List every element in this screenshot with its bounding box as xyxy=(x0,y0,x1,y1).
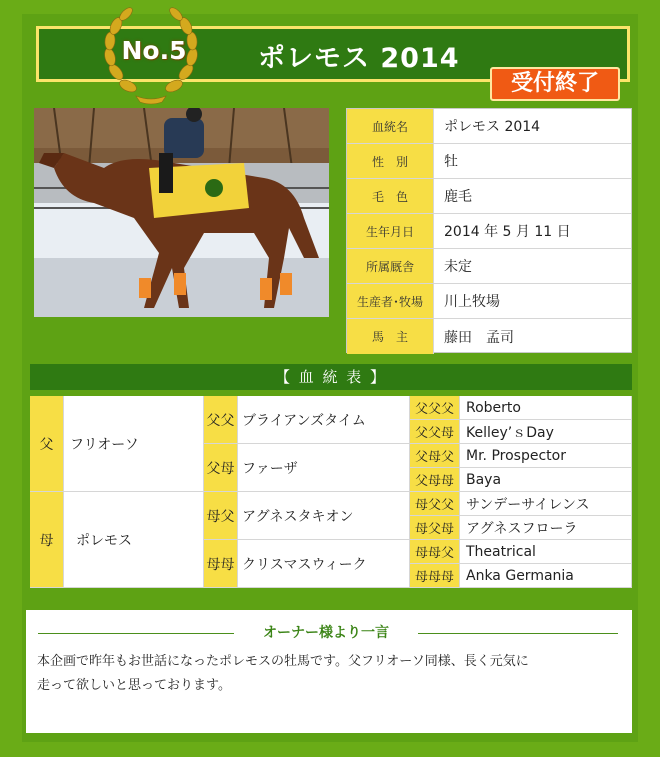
sire-name: フリオーソ xyxy=(64,396,204,492)
gen3-label: 父母父 xyxy=(410,444,460,468)
owner-message-box xyxy=(26,610,632,733)
pedigree-table xyxy=(30,396,632,588)
gen3-label: 母母母 xyxy=(410,564,460,588)
gen2-name: ブライアンズタイム xyxy=(238,396,410,444)
info-label: 性 別 xyxy=(347,144,434,178)
gen3-name: Anka Germania xyxy=(460,564,632,588)
gen2-name: アグネスタキオン xyxy=(238,492,410,540)
info-row xyxy=(347,109,631,144)
info-label: 生年月日 xyxy=(347,214,434,248)
info-label: 毛 色 xyxy=(347,179,434,213)
info-value: 川上牧場 xyxy=(444,294,500,310)
owner-message-line: 走って欲しいと思っております。 xyxy=(37,678,231,693)
horse-info-table xyxy=(346,108,632,353)
info-label: 所属厩舎 xyxy=(347,249,434,283)
gen3-label: 父母母 xyxy=(410,468,460,492)
gen2-label: 母父 xyxy=(204,492,238,540)
gen3-name: アグネスフローラ xyxy=(460,516,632,540)
gen3-label: 母父母 xyxy=(410,516,460,540)
info-value: 鹿毛 xyxy=(444,189,472,205)
owner-message-text xyxy=(37,650,617,698)
gen3-name: Baya xyxy=(460,468,632,492)
info-row xyxy=(347,284,631,319)
gen3-label: 母母父 xyxy=(410,540,460,564)
page-title: ポレモス 2014 xyxy=(258,43,460,74)
info-label: 血統名 xyxy=(347,109,434,143)
gen2-label: 父母 xyxy=(204,444,238,492)
info-row xyxy=(347,319,631,354)
info-value: 藤田 孟司 xyxy=(444,329,514,346)
gen3-name: Mr. Prospector xyxy=(460,444,632,468)
info-label: 生産者･牧場 xyxy=(347,284,434,318)
pedigree-header: 【 血 統 表 】 xyxy=(30,364,632,390)
gen3-label: 父父父 xyxy=(410,396,460,420)
owner-message-title: オーナー様より一言 xyxy=(263,625,389,641)
info-value: 未定 xyxy=(444,259,472,275)
divider xyxy=(38,633,234,634)
gen3-label: 母父父 xyxy=(410,492,460,516)
horse-photo xyxy=(34,108,329,317)
gen3-name: Roberto xyxy=(460,396,632,420)
gen3-label: 父父母 xyxy=(410,420,460,444)
status-badge: 受付終了 xyxy=(490,67,620,101)
gen2-name: ファーザ xyxy=(238,444,410,492)
info-row xyxy=(347,144,631,179)
info-row xyxy=(347,249,631,284)
gen2-label: 父父 xyxy=(204,396,238,444)
entry-number: No.5 xyxy=(121,36,187,65)
sire-label: 父 xyxy=(30,396,64,492)
divider xyxy=(418,633,618,634)
owner-message-line: 本企画で昨年もお世話になったポレモスの牡馬です。父フリオーソ同様、長く元気に xyxy=(37,654,529,669)
info-value: 2014 年 5 月 11 日 xyxy=(444,224,571,240)
gen3-name: Theatrical xyxy=(460,540,632,564)
info-value: ポレモス 2014 xyxy=(444,119,541,135)
info-row xyxy=(347,214,631,249)
dam-name: ポレモス xyxy=(64,492,204,588)
info-label: 馬 主 xyxy=(347,319,434,354)
gen3-name: サンデーサイレンス xyxy=(460,492,632,516)
info-value: 牡 xyxy=(444,154,458,170)
dam-label: 母 xyxy=(30,492,64,588)
gen2-label: 母母 xyxy=(204,540,238,588)
gen3-name: Kelley’ｓDay xyxy=(460,420,632,444)
gen2-name: クリスマスウィーク xyxy=(238,540,410,588)
info-row xyxy=(347,179,631,214)
